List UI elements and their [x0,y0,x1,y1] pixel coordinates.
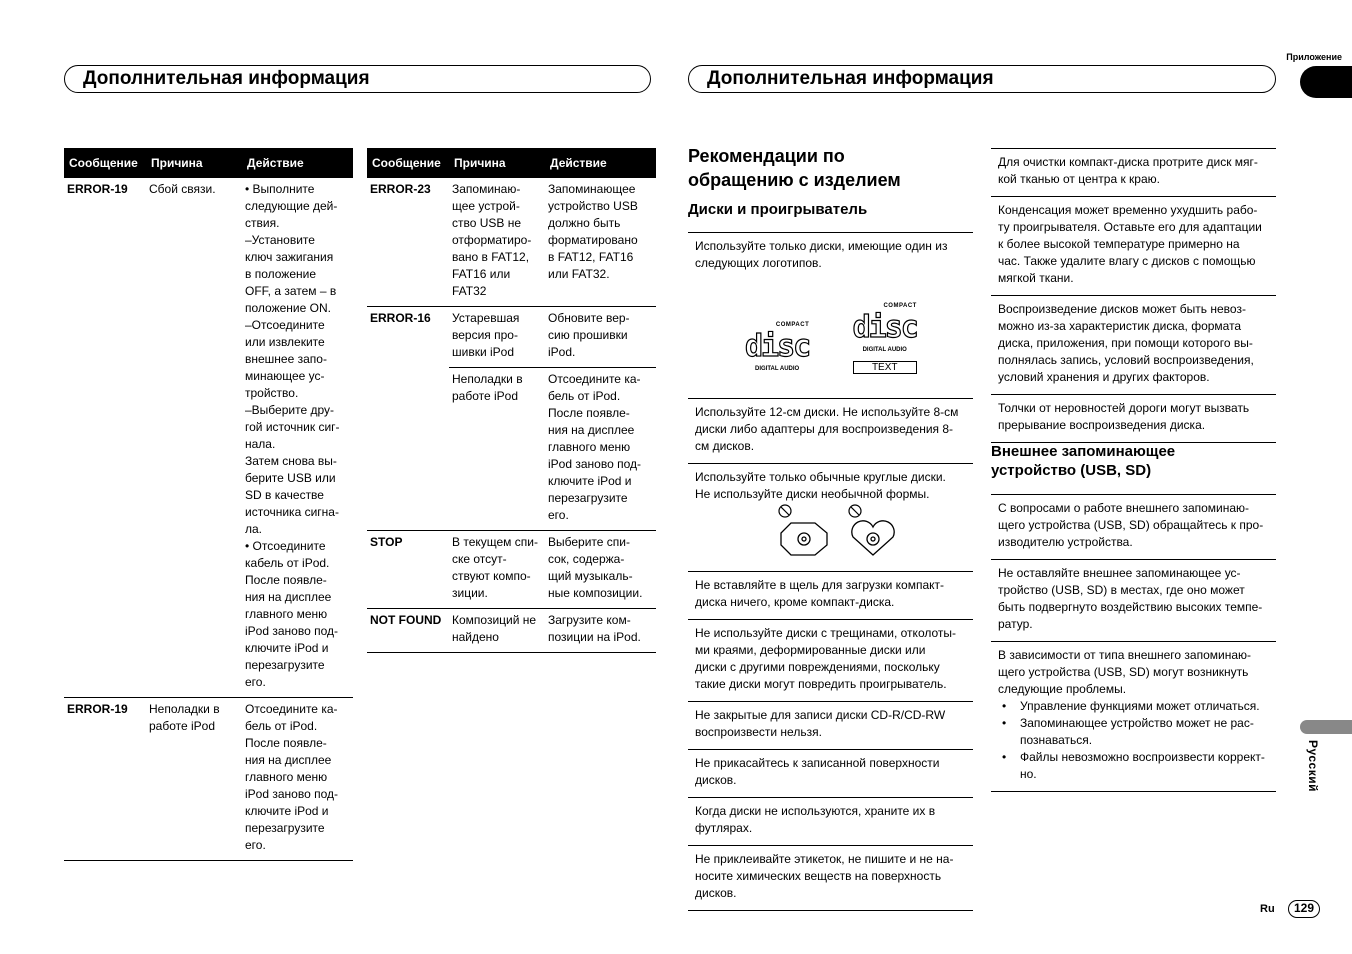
error-table-right [367,148,656,653]
column-header: Сообщение [64,148,146,178]
text-line: зиции. [452,586,488,600]
action-cell [545,609,656,653]
list-item [688,571,973,619]
text-line: футлярах. [695,821,753,835]
text-line: вано в FAT12, [452,250,530,264]
text-line: iPod. [548,345,576,359]
text-line: После появле- [548,406,630,420]
error-table-left [64,148,353,861]
text-line: Для очистки компакт-диска протрите диск мяг- [998,155,1258,169]
message-code: ERROR-19 [64,178,146,698]
text-line: перезагрузите [245,658,325,672]
text-line: такие диски могут повредить проигрыватель. [695,677,947,691]
text-line: Воспроизведение дисков может быть невоз- [998,302,1246,316]
text-line: его. [245,838,266,852]
text-line: ния на дисплее [245,753,332,767]
list-item [688,232,973,398]
text-line: час. Также удалите влагу с дисков с помощью [998,254,1256,268]
section-note: Приложение [1286,52,1342,62]
list-item [688,845,973,911]
usb-list [991,494,1276,792]
text-line: работе iPod [452,389,519,403]
text-line: ключите iPod и [245,641,329,655]
cause-cell [449,609,545,653]
table-row [64,178,353,698]
text-line: ствия. [245,216,280,230]
text-line: перезагрузите [548,491,628,505]
text-line: в FAT12, FAT16 [548,250,634,264]
language-code: Ru [1260,903,1275,915]
table-row [367,178,656,307]
text-line: ния на дисплее [548,423,635,437]
text-line: щий музыкаль- [548,569,633,583]
prohibited-icon [849,505,861,517]
heart-disc-icon [852,521,894,555]
action-cell [242,178,353,698]
text-line: ствуют компо- [452,569,531,583]
text-line: iPod заново под- [548,457,641,471]
list-item [688,701,973,749]
text-line: главного меню [245,607,328,621]
text-line: ния на дисплее [245,590,332,604]
text-line: FAT32 [452,284,487,298]
text-line: берите USB или [245,471,336,485]
list-item [991,295,1276,394]
list-item [991,494,1276,559]
text-line: гой источник сиг- [245,420,340,434]
text-line: SD в качестве [245,488,324,502]
text-line: Не вставляйте в щель для загрузки компакт- [695,578,945,592]
text-line: минающее ус- [245,369,325,383]
text-line: • Выполните [245,182,315,196]
discs-list [688,232,973,911]
text-line: воспроизвести нельзя. [695,725,822,739]
text-line: • Отсоедините [245,539,326,553]
text-line: Неполадки в [452,372,523,386]
text-line: познаваться. [1020,733,1093,747]
text-line: следующих логотипов. [695,256,822,270]
text-line: дисков. [695,886,737,900]
text-line: Композиций не [452,613,537,627]
text-line: главного меню [245,770,328,784]
table-row [367,368,656,531]
text-line: ту проигрывателя. Оставьте его для адаптации [998,220,1262,234]
cause-cell [449,531,545,609]
column-header: Причина [449,148,545,178]
text-line: Затем снова вы- [245,454,337,468]
page-number: 129 [1288,900,1320,918]
text-line: • Управление функциями может отличаться. [1020,699,1260,713]
list-item [991,559,1276,641]
text-line: щего устройства (USB, SD) обращайтесь к про- [998,518,1264,532]
text-line: мягкой ткани. [998,271,1074,285]
text-line: ла. [245,522,263,536]
text-line: Устаревшая [452,311,520,325]
text-line: Не используйте диски с трещинами, отколоты- [695,626,957,640]
discs-heading: Диски и проигрыватель [688,201,868,218]
text-line: Сбой связи. [149,182,216,196]
side-language-label: Русский [1306,740,1320,792]
text-line: можно из-за характеристик диска, формата [998,319,1242,333]
text-line: щего устройства (USB, SD) могут возникнуть [998,665,1249,679]
text-line: После появле- [245,736,327,750]
text-line: Запоминающее [548,182,636,196]
text-line: Не прикасайтесь к записанной поверхности [695,756,940,770]
list-item [688,619,973,701]
bullet-item [1020,749,1269,783]
text-line: тройство. [245,386,299,400]
cause-cell [449,307,545,368]
text-line: или FAT32. [548,267,610,281]
column-header: Действие [242,148,353,178]
text-line: или извлеките [245,335,325,349]
bullet-item [1020,698,1269,715]
text-line: работе iPod [149,719,216,733]
text-line: нала. [245,437,276,451]
text-line: После появле- [245,573,327,587]
table-row [367,609,656,653]
text-line: см дисков. [695,439,755,453]
text-line: быть подвергнуто воздействию высоких темпе- [998,600,1263,614]
text-line: ные композиции. [548,586,643,600]
table-row [367,531,656,609]
text-line: Когда диски не используются, храните их в [695,804,936,818]
problem-bullets [998,698,1269,783]
text-line: ключите iPod и [548,474,632,488]
text-line: условий хранения и других факторов. [998,370,1210,384]
list-item [688,749,973,797]
action-cell [545,531,656,609]
text-line: –Отсоедините [245,318,325,332]
message-code: STOP [367,531,449,609]
left-page-header [64,65,651,93]
text-line: Толчки от неровностей дороги могут вызвать [998,401,1250,415]
cause-cell [146,698,242,861]
text-line: полнялась запись, условий воспроизведения, [998,353,1254,367]
odd-shape-discs-illustration [695,503,966,563]
text-line: носите химических веществ на поверхность [695,869,942,883]
text-line: диска ничего, кроме компакт-диска. [695,595,895,609]
text-line: положение ON. [245,301,331,315]
text-line: но. [1020,767,1037,781]
text-line: Используйте только диски, имеющие один из [695,239,948,253]
list-item [688,398,973,463]
column-header: Сообщение [367,148,449,178]
cause-cell [449,368,545,531]
list-item [991,196,1276,295]
text-line: найдено [452,630,499,644]
message-code: ERROR-16 [370,311,431,325]
cause-cell [146,178,242,698]
text-line: кабель от iPod. [245,556,330,570]
text-line: отформатиро- [452,233,532,247]
text-line: Отсоедините ка- [548,372,641,386]
text-line: ми краями, деформированные диски или [695,643,926,657]
language-tab [1300,720,1352,734]
text-line: В зависимости от типа внешнего запоминаю- [998,648,1252,662]
message-code: ERROR-23 [367,178,449,307]
text-line: Используйте 12-см диски. Не используйте 8-см [695,405,959,419]
text-line: С вопросами о работе внешнего запоминаю- [998,501,1250,515]
section-tab [1300,66,1352,98]
text-line: ратур. [998,617,1033,631]
text-line: прерывание воспроизведения диска. [998,418,1206,432]
right-page-title: Дополнительная информация [707,68,994,89]
text-line: OFF, а затем – в [245,284,337,298]
bullet-item [1020,715,1269,749]
text-line: щее устрой- [452,199,520,213]
text-line: • Запоминающее устройство может не рас- [1020,716,1254,730]
text-line: ство USB не [452,216,522,230]
text-line: версия про- [452,328,518,342]
recommendations-title: Рекомендации по обращению с изделием [688,146,901,190]
text-line: Не приклеивайте этикеток, не пишите и не на- [695,852,954,866]
text-line: диски с другими повреждениями, поскольку [695,660,940,674]
table-header-row [64,148,353,178]
list-item [688,797,973,845]
action-cell [545,307,656,368]
text-line: ключ зажигания [245,250,334,264]
text-line: дисков. [695,773,737,787]
text-line: Конденсация может временно ухудшить рабо- [998,203,1258,217]
message-code: ERROR-19 [64,698,146,861]
text-line: диски либо адаптеры для воспроизведения 8- [695,422,954,436]
text-line: перезагрузите [245,821,325,835]
disc-logos [695,298,966,378]
text-line: Загрузите ком- [548,613,631,627]
column-header: Причина [146,148,242,178]
prohibited-icon [779,505,791,517]
right-page-header [688,65,1276,93]
disc-notes-list [991,148,1276,443]
table-header-row [367,148,656,178]
text-line: –Выберите дру- [245,403,334,417]
text-line: в положение [245,267,316,281]
text-line: изводителю устройства. [998,535,1133,549]
text-line: его. [245,675,266,689]
table-row [64,698,353,861]
list-item [688,463,973,571]
text-line: главного меню [548,440,631,454]
text-line: к более высокой температуре примерно на [998,237,1240,251]
text-line: ске отсут- [452,552,507,566]
table-row [367,307,656,368]
text-line: iPod заново под- [245,624,338,638]
text-line: • Файлы невозможно воспроизвести коррект- [1020,750,1265,764]
action-cell [545,368,656,531]
left-page-title: Дополнительная информация [83,68,370,89]
text-line: позиции на iPod. [548,630,641,644]
text-line: FAT16 или [452,267,511,281]
list-item [991,641,1276,792]
compact-disc-logo: COMPACT disc DIGITAL AUDIO [745,322,810,372]
text-line: тройство (USB, SD) в местах, где оно может [998,583,1245,597]
usb-heading: Внешнее запоминающее устройство (USB, SD) [991,443,1176,479]
text-line: Не оставляйте внешнее запоминающее ус- [998,566,1241,580]
text-line: сию прошивки [548,328,628,342]
text-line: сок, содержа- [548,552,625,566]
text-line: В текущем спи- [452,535,538,549]
text-line: Используйте только обычные круглые диски. [695,470,946,484]
text-line: должно быть [548,216,621,230]
text-line: бель от iPod. [548,389,621,403]
compact-disc-text-logo: COMPACT disc DIGITAL AUDIO TEXT [852,303,917,373]
text-line: следующие дей- [245,199,338,213]
message-code: NOT FOUND [367,609,449,653]
text-line: внешнее запо- [245,352,327,366]
text-line: ключите iPod и [245,804,329,818]
list-item [991,148,1276,196]
text-line: –Установите [245,233,315,247]
text-line: форматировано [548,233,638,247]
text-line: Не используйте диски необычной формы. [695,487,930,501]
text-line: Запоминаю- [452,182,521,196]
text-line: Отсоедините ка- [245,702,338,716]
text-line: Обновите вер- [548,311,630,325]
text-line: следующие проблемы. [998,682,1127,696]
text-line: кой тканью от центра к краю. [998,172,1160,186]
text-line: Неполадки в [149,702,220,716]
octagon-disc-icon [781,523,827,555]
text-line: бель от iPod. [245,719,318,733]
text-line: его. [548,508,569,522]
action-cell [242,698,353,861]
text-line: диска, приложения, при помощи которого вы- [998,336,1253,350]
column-header: Действие [545,148,656,178]
text-line: Выберите спи- [548,535,630,549]
action-cell [545,178,656,307]
text-line: Не закрытые для записи диски CD-R/CD-RW [695,708,946,722]
text-line: устройство USB [548,199,638,213]
cause-cell [449,178,545,307]
text-line: iPod заново под- [245,787,338,801]
message-code [367,368,449,531]
list-item [991,394,1276,443]
text-line: источника сигна- [245,505,339,519]
text-line: шивки iPod [452,345,515,359]
